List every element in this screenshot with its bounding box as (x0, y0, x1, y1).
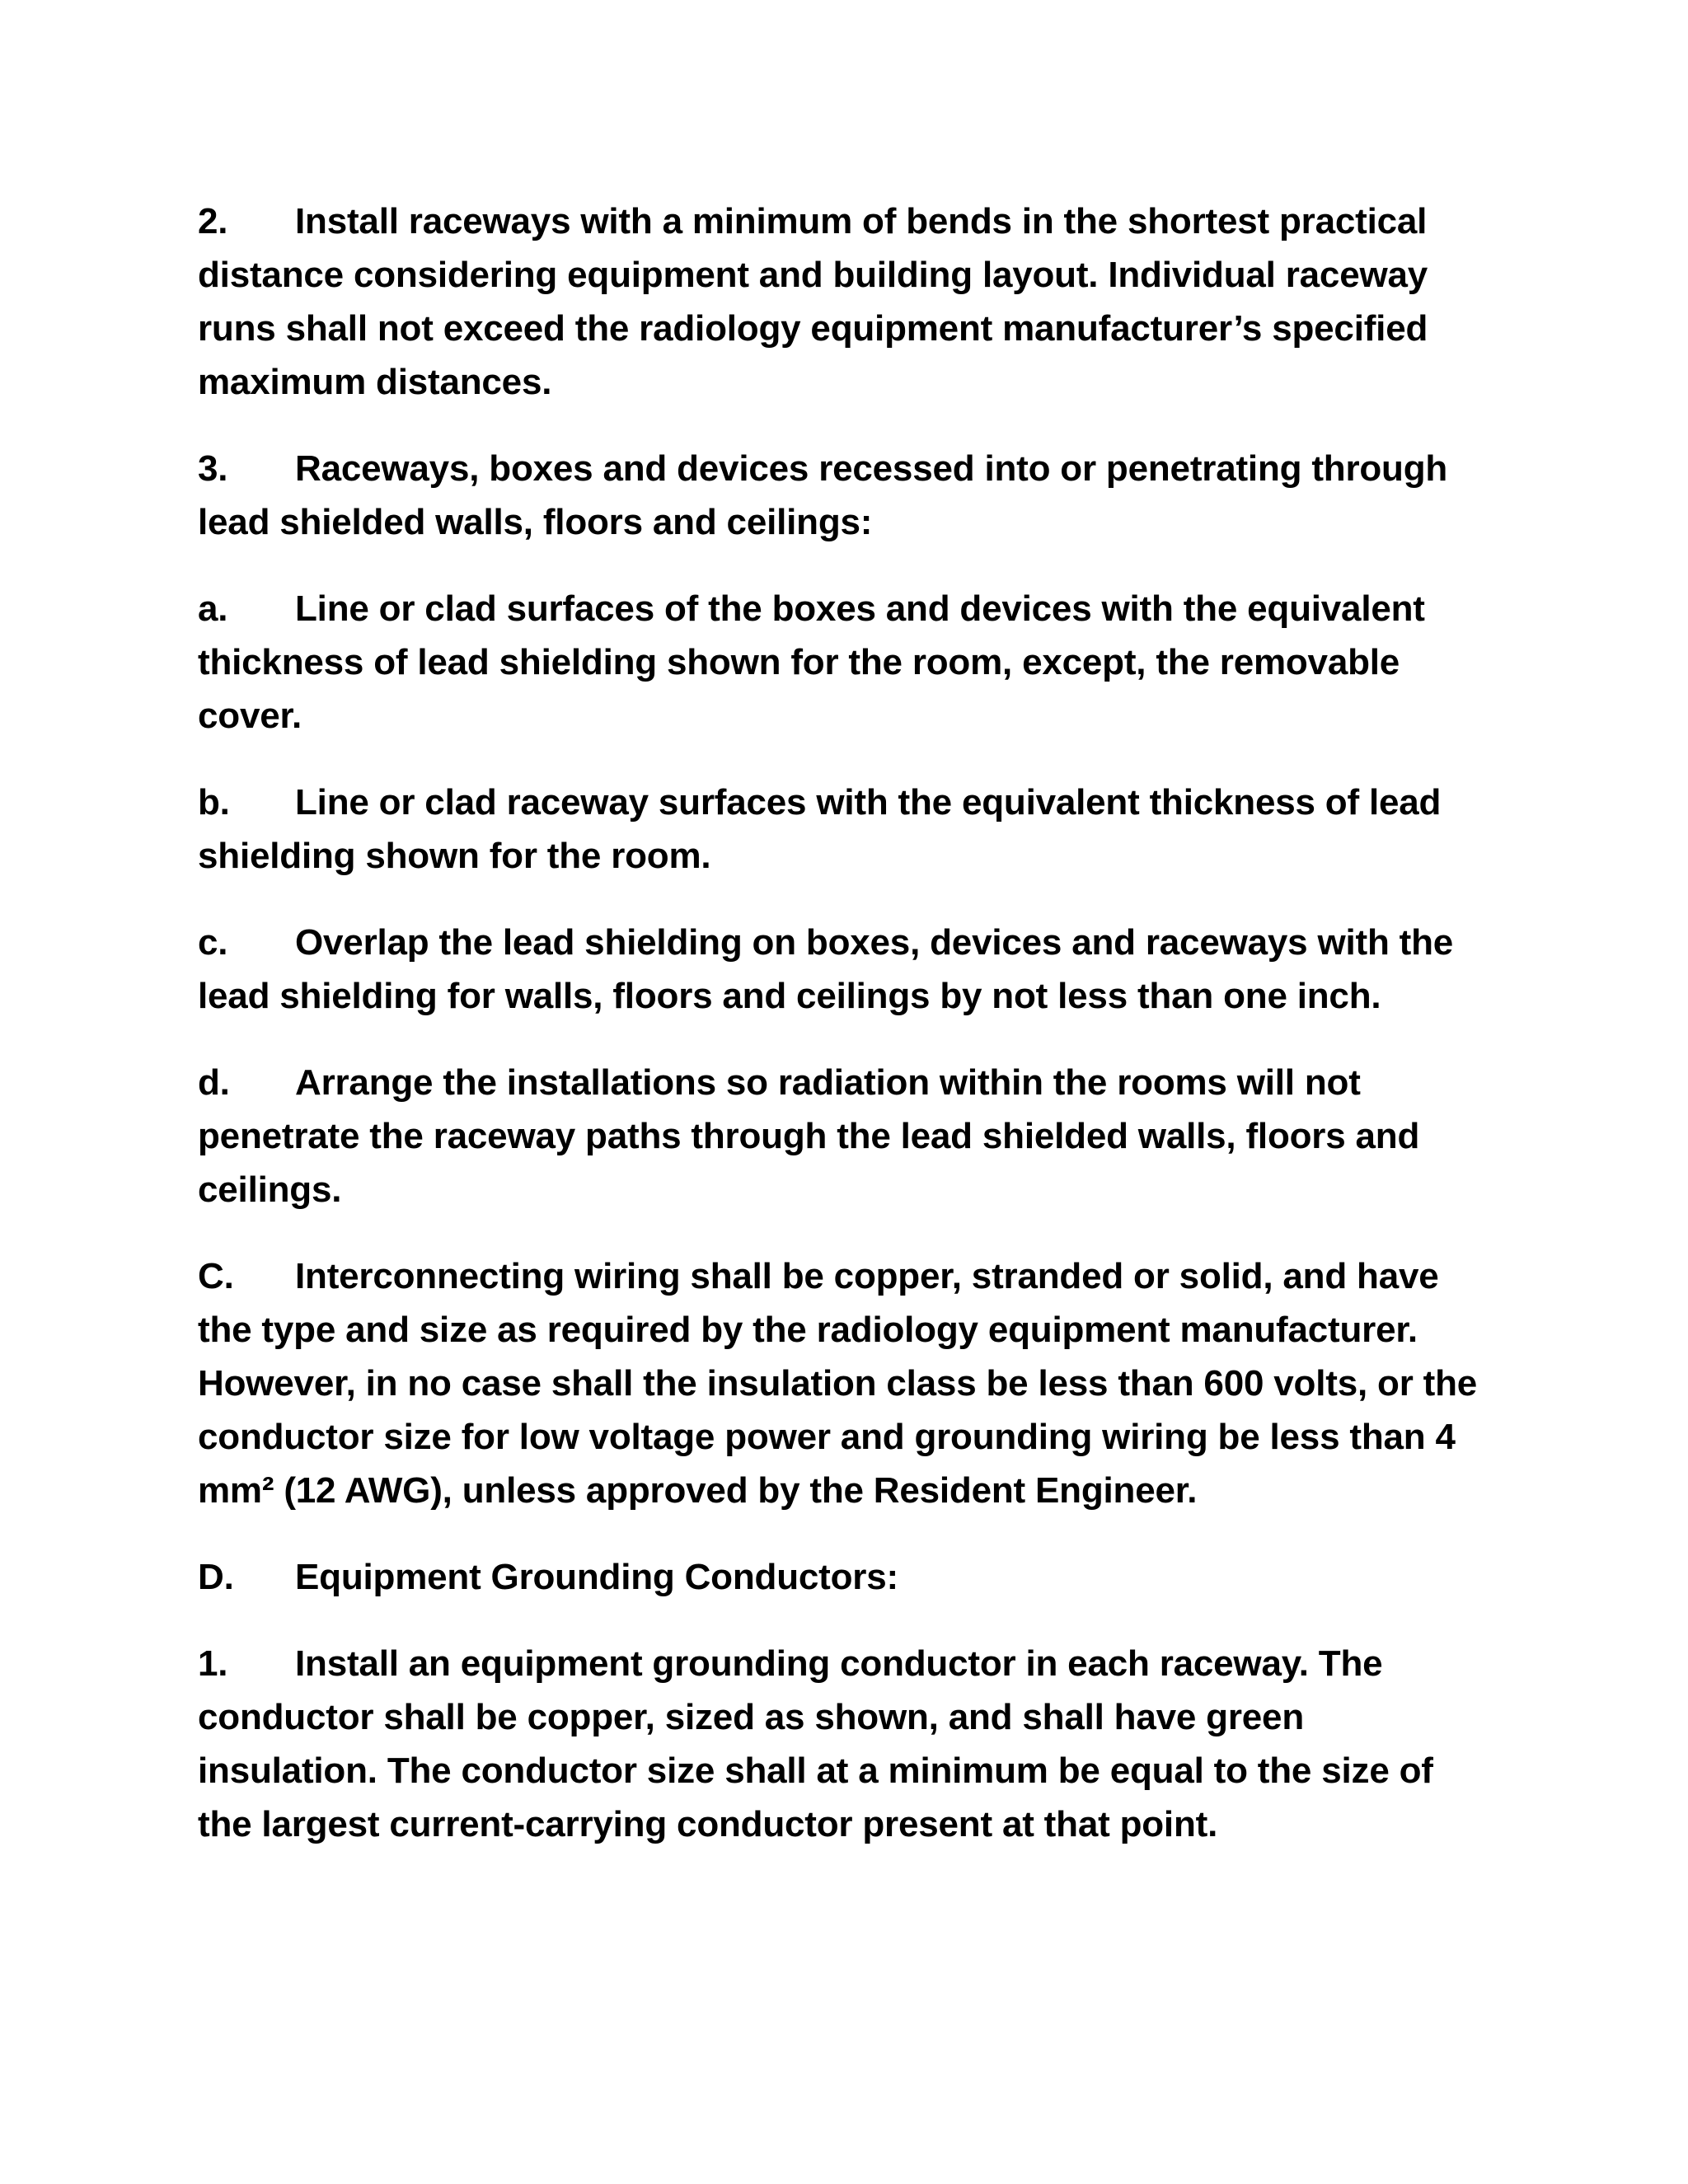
paragraph-label: 1. (198, 1643, 228, 1684)
paragraph-label: b. (198, 782, 230, 823)
paragraph-text: Overlap the lead shielding on boxes, devices and raceways with the lead shielding for walls, floors and ceilings by not less than one inch. (198, 922, 1454, 1016)
paragraph-C (198, 1249, 1484, 1517)
paragraph-text: Line or clad raceway surfaces with the equivalent thickness of lead shielding shown for the room. (198, 782, 1442, 876)
paragraph-label: d. (198, 1062, 230, 1103)
paragraph-b (198, 776, 1484, 883)
paragraph-3 (198, 442, 1484, 549)
paragraph-label: C. (198, 1256, 234, 1296)
paragraph-label: c. (198, 922, 228, 963)
paragraph-text: Install raceways with a minimum of bends in the shortest practical distance considering equipment and building layout. Individual raceway runs shall not exceed the radiology equipment manufacturer’s specified maximum distances. (198, 201, 1428, 402)
paragraph-label: D. (198, 1557, 234, 1597)
paragraph-c (198, 916, 1484, 1023)
paragraph-d (198, 1056, 1484, 1216)
paragraph-text: Interconnecting wiring shall be copper, stranded or solid, and have the type and size as required by the radiology equipment manufacturer. However, in no case shall the insulation class be less than 600 volts, or the conductor size for low voltage power and grounding wiring be less than 4 mm² (12 AWG), unless approved by the Resident Engineer. (198, 1256, 1478, 1511)
paragraph-label: 2. (198, 201, 228, 241)
paragraph-text: Equipment Grounding Conductors: (295, 1557, 898, 1597)
paragraph-text: Install an equipment grounding conductor in each raceway. The conductor shall be copper, sized as shown, and shall have green insulation. The conductor size shall at a minimum be equal to the size of the largest current-carrying conductor present at that point. (198, 1643, 1433, 1844)
paragraph-label: 3. (198, 448, 228, 489)
paragraph-text: Raceways, boxes and devices recessed into or penetrating through lead shielded walls, floors and ceilings: (198, 448, 1448, 542)
paragraph-text: Line or clad surfaces of the boxes and devices with the equivalent thickness of lead shielding shown for the room, except, the removable cover. (198, 588, 1425, 736)
paragraph-text: Arrange the installations so radiation within the rooms will not penetrate the raceway paths through the lead shielded walls, floors and ceilings. (198, 1062, 1420, 1210)
document-body (198, 194, 1484, 1884)
paragraph-2 (198, 194, 1484, 409)
paragraph-a (198, 582, 1484, 743)
paragraph-D (198, 1550, 1484, 1604)
paragraph-1 (198, 1637, 1484, 1851)
paragraph-label: a. (198, 588, 228, 629)
